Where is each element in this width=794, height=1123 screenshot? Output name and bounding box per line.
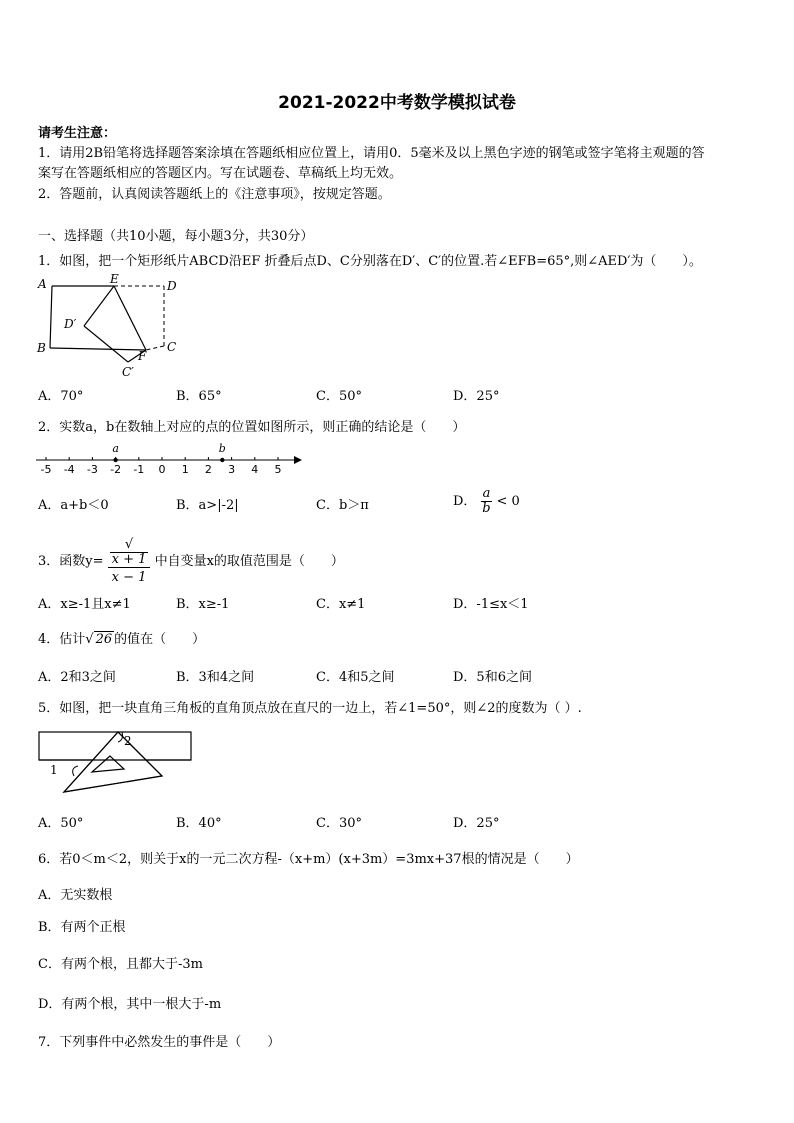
q4-prefix: 4．估计 bbox=[38, 632, 86, 647]
q4-option-c: C．4和5之间 bbox=[316, 670, 395, 685]
number-line-point-a bbox=[113, 458, 117, 462]
q3-option-b: B．x≥-1 bbox=[176, 597, 230, 612]
number-line-tick-label: -5 bbox=[40, 463, 52, 476]
q4-radicand: 26 bbox=[95, 632, 113, 647]
q1-label-C: C bbox=[167, 340, 177, 354]
q1-option-c: C．50° bbox=[316, 389, 362, 404]
q3-prefix: 3．函数y= bbox=[38, 554, 104, 569]
q3-option-d: D．-1≤x＜1 bbox=[453, 597, 529, 612]
number-line-tick-label: 4 bbox=[251, 463, 259, 476]
q2-option-d-numerator: a bbox=[482, 486, 491, 501]
q1-text: 1．如图，把一个矩形纸片ABCD沿EF 折叠后点D、C分别落在D′、C′的位置.若∠EFB=65°,则∠AED′为（ ）。 bbox=[38, 254, 702, 269]
q2-number-line bbox=[36, 440, 306, 476]
q2-option-d-denominator: b bbox=[482, 501, 491, 516]
q2-option-d-suffix: < 0 bbox=[496, 494, 520, 509]
q5-option-c: C．30° bbox=[316, 816, 362, 831]
q5-option-a: A．50° bbox=[38, 816, 84, 831]
page-title: 2021-2022中考数学模拟试卷 bbox=[278, 93, 516, 113]
q2-option-d-fraction bbox=[481, 487, 493, 516]
q1-label-A: A bbox=[38, 277, 47, 291]
q1-option-a: A．70° bbox=[38, 389, 84, 404]
q6-text: 6．若0＜m＜2，则关于x的一元二次方程-（x+m）(x+3m）=3mx+37根的情况是（ ） bbox=[38, 852, 579, 867]
q3-numerator-radicand: x + 1 bbox=[111, 552, 147, 567]
q3-option-c: C．x≠1 bbox=[316, 597, 366, 612]
q3-fraction bbox=[108, 538, 151, 585]
q3-option-a: A．x≥-1且x≠1 bbox=[38, 597, 131, 612]
number-line-tick-label: -2 bbox=[110, 463, 122, 476]
q5-ruler-triangle-figure bbox=[36, 728, 196, 794]
q2-option-a: A．a+b＜0 bbox=[38, 498, 109, 513]
q1-option-d: D．25° bbox=[453, 389, 500, 404]
number-line-point-a-label: a bbox=[112, 442, 119, 455]
notice-line-1a: 1．请用2B铅笔将选择题答案涂填在答题纸相应位置上，请用0．5毫米及以上黑色字迹的钢笔或签字笔将主观题的答 bbox=[38, 146, 705, 161]
q1-label-D-prime: D′ bbox=[64, 317, 77, 331]
q4-option-d: D．5和6之间 bbox=[453, 670, 532, 685]
q1-rectangle-fold-figure bbox=[34, 274, 194, 384]
q5-option-d: D．25° bbox=[453, 816, 500, 831]
q2-option-d-prefix: D． bbox=[453, 494, 477, 509]
q5-angle-2-label: 2 bbox=[124, 734, 132, 748]
number-line-tick-label: 1 bbox=[181, 463, 189, 476]
q7-text: 7．下列事件中必然发生的事件是（ ） bbox=[38, 1035, 281, 1050]
q1-option-b: B．65° bbox=[176, 389, 222, 404]
q1-label-F: F bbox=[138, 349, 147, 363]
q2-text: 2．实数a，b在数轴上对应的点的位置如图所示，则正确的结论是（ ） bbox=[38, 420, 466, 435]
q1-label-E: E bbox=[110, 272, 119, 286]
number-line-tick-label: -1 bbox=[133, 463, 145, 476]
q5-text: 5．如图，把一块直角三角板的直角顶点放在直尺的一边上，若∠1=50°，则∠2的度数为（ ）. bbox=[38, 701, 582, 716]
q5-option-b: B．40° bbox=[176, 816, 222, 831]
q1-label-D: D bbox=[167, 279, 177, 293]
q3-text bbox=[38, 538, 344, 585]
q3-numerator: √ x + 1 bbox=[108, 538, 151, 568]
notice-heading: 请考生注意： bbox=[38, 126, 117, 141]
number-line-tick-label: 5 bbox=[274, 463, 282, 476]
q6-option-b: B．有两个正根 bbox=[38, 920, 126, 935]
q5-angle-1-label: 1 bbox=[50, 763, 58, 777]
q4-option-a: A．2和3之间 bbox=[38, 670, 116, 685]
q3-denominator: x − 1 bbox=[111, 570, 147, 585]
number-line-point-b bbox=[220, 458, 224, 462]
number-line-tick-label: 2 bbox=[204, 463, 212, 476]
number-line-tick-label: 3 bbox=[228, 463, 236, 476]
q2-option-b: B．a>|-2| bbox=[176, 498, 239, 513]
q6-option-a: A．无实数根 bbox=[38, 888, 113, 903]
q4-option-b: B．3和4之间 bbox=[176, 670, 255, 685]
number-line-tick-label: -4 bbox=[63, 463, 75, 476]
number-line-tick-label: 0 bbox=[158, 463, 166, 476]
section-heading: 一、选择题（共10小题，每小题3分，共30分） bbox=[38, 229, 314, 244]
q1-label-B: B bbox=[37, 341, 46, 355]
number-line-tick-label: -3 bbox=[86, 463, 98, 476]
notice-line-1b: 案写在答题纸相应的答题区内。写在试题卷、草稿纸上均无效。 bbox=[38, 166, 403, 181]
q4-suffix: 的值在（ ） bbox=[114, 632, 206, 647]
q6-option-c: C．有两个根，且都大于-3m bbox=[38, 957, 203, 972]
q4-text: 4．估计√ 26 的值在（ ） bbox=[38, 632, 206, 647]
q1-label-C-prime: C′ bbox=[122, 365, 134, 379]
q2-option-d bbox=[453, 487, 520, 516]
notice-line-2: 2．答题前，认真阅读答题纸上的《注意事项》，按规定答题。 bbox=[38, 187, 391, 202]
q3-suffix: 中自变量x的取值范围是（ ） bbox=[154, 554, 344, 569]
number-line-point-b-label: b bbox=[218, 442, 226, 455]
q2-option-c: C．b＞π bbox=[316, 498, 369, 513]
q6-option-d: D．有两个根，其中一根大于-m bbox=[38, 997, 222, 1012]
